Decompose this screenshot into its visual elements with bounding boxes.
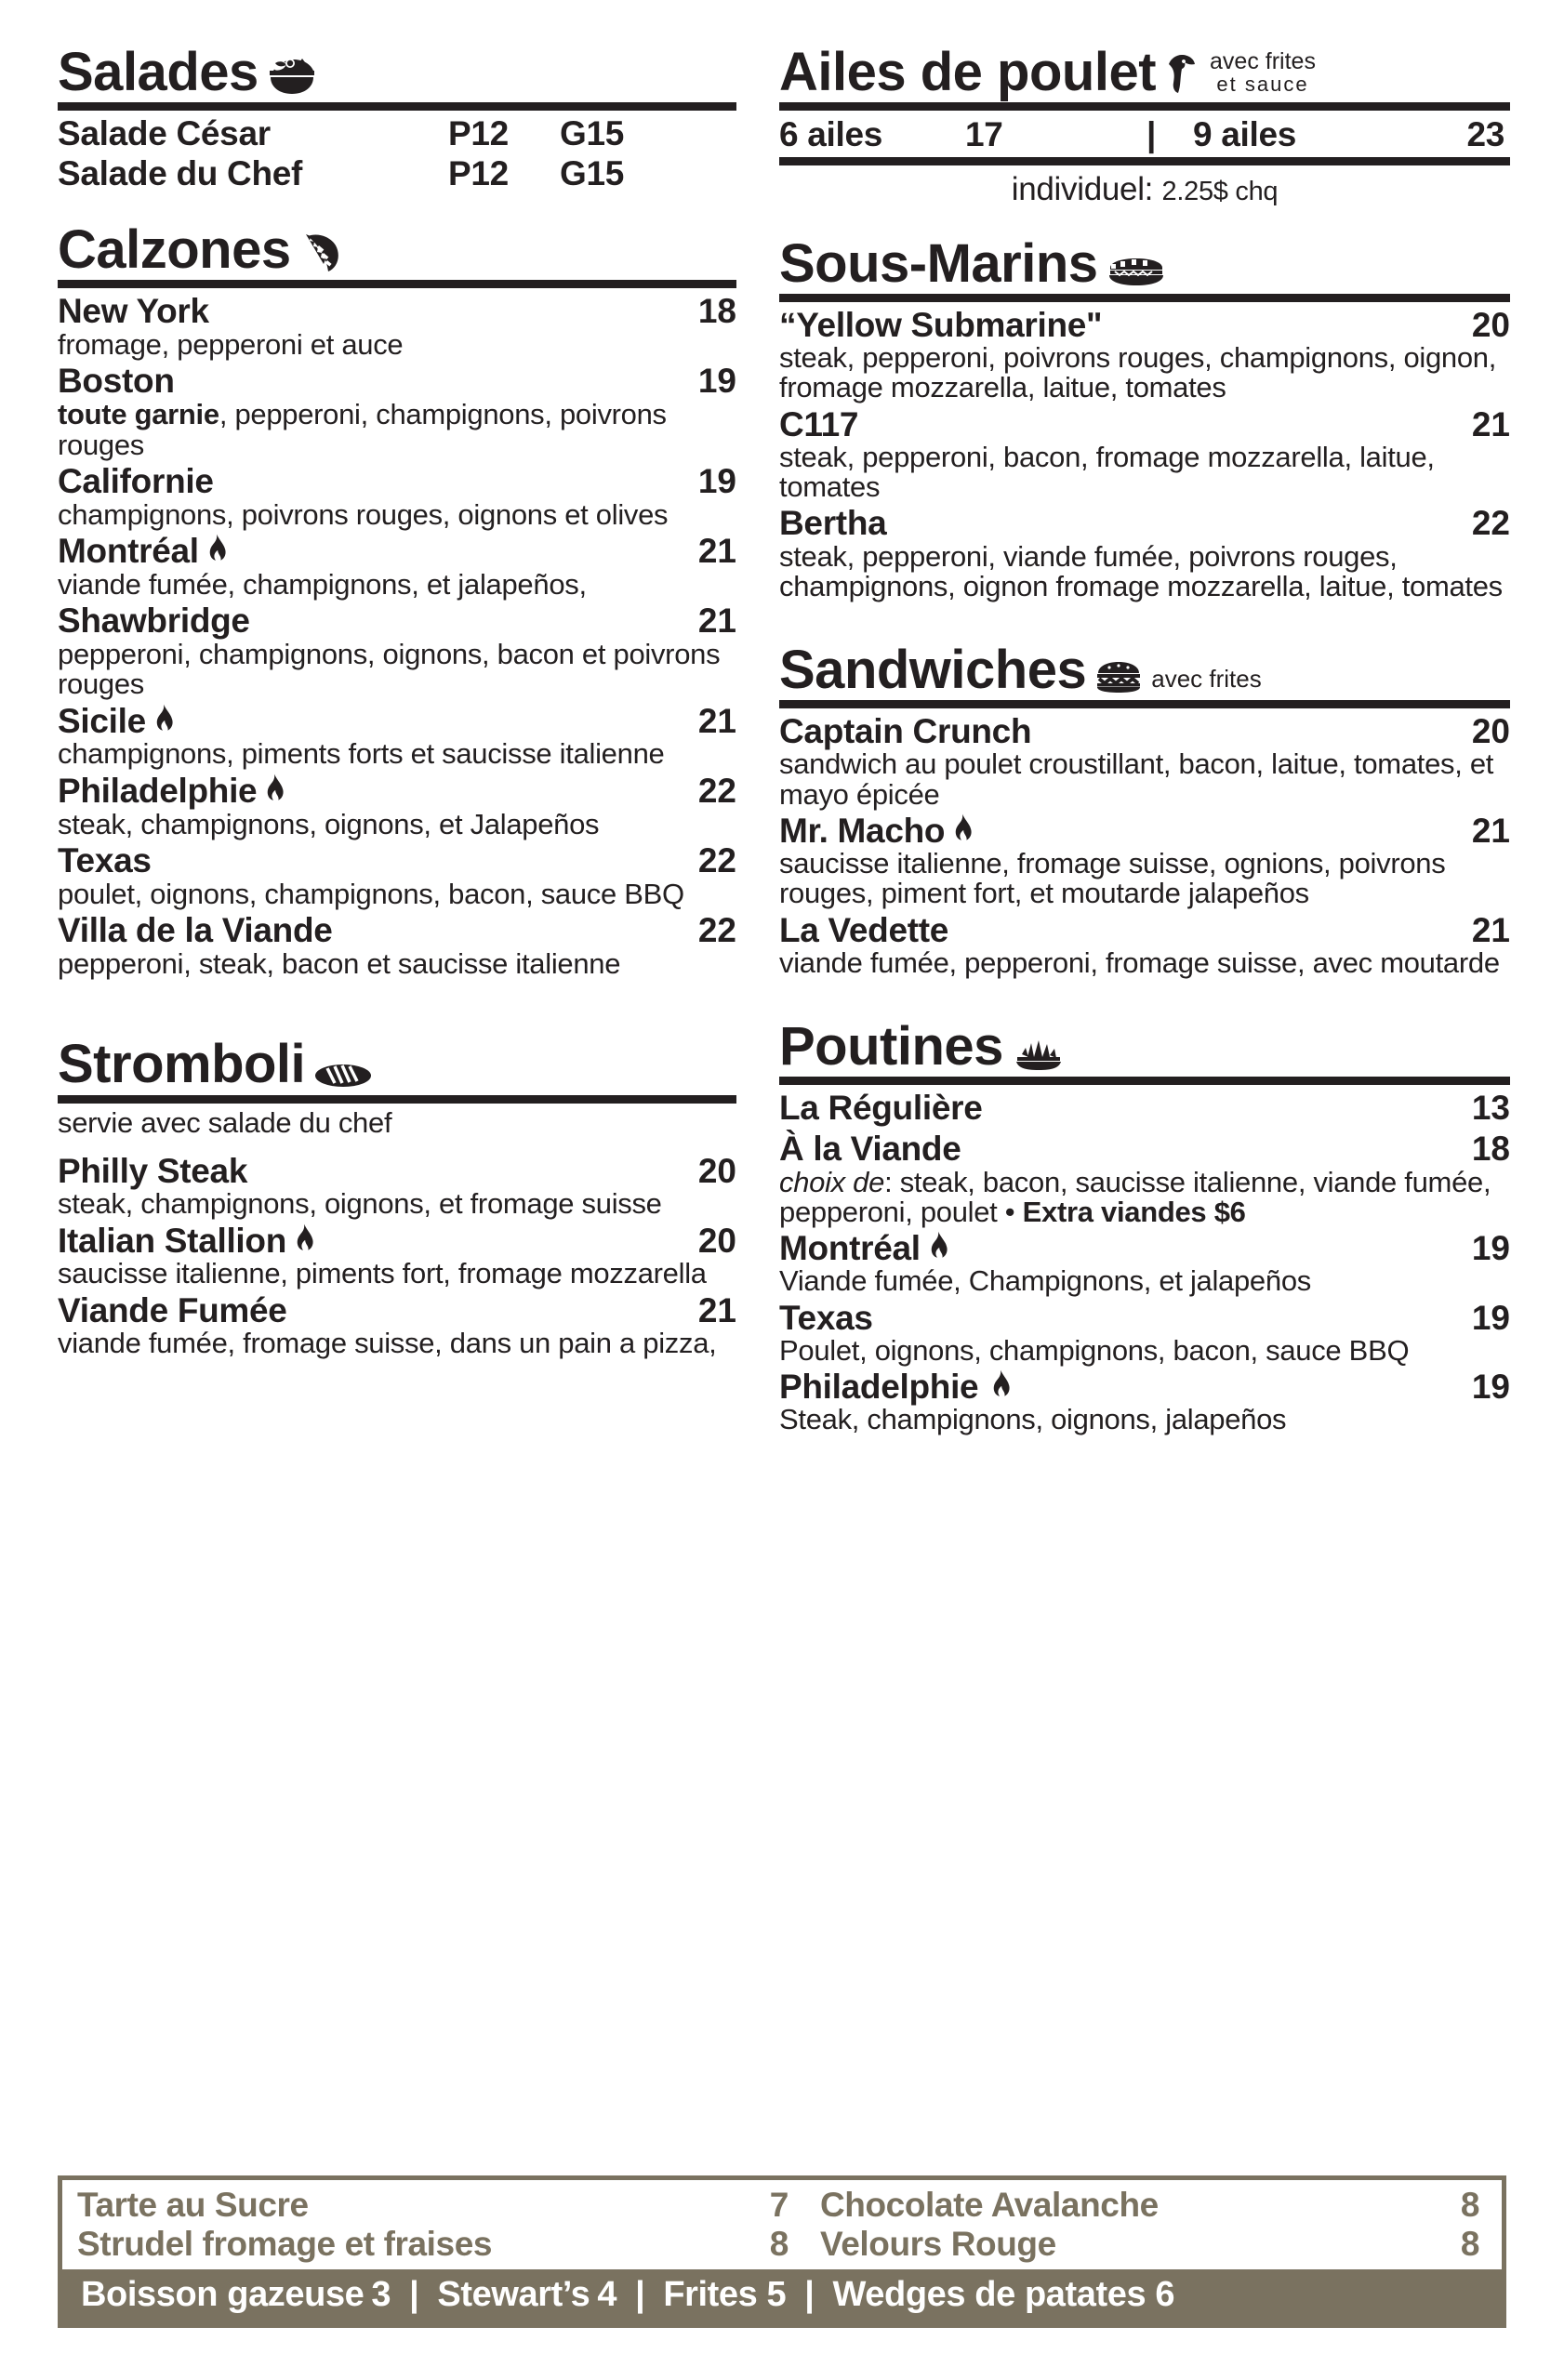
item-price: 18 bbox=[1471, 1130, 1510, 1169]
item-price: 13 bbox=[1471, 1089, 1510, 1128]
item-price: 21 bbox=[1471, 404, 1510, 443]
item-name bbox=[58, 532, 228, 571]
sandwiches-note: avec frites bbox=[1151, 665, 1262, 694]
item-name: La Vedette bbox=[779, 910, 949, 949]
item-description bbox=[779, 1165, 1510, 1228]
poutines-title: Poutines bbox=[779, 1015, 1003, 1077]
item-name-text: Montréal bbox=[58, 532, 199, 571]
salad-price-grande: G15 bbox=[560, 154, 625, 193]
section-calzones bbox=[58, 219, 736, 980]
item-description: saucisse italienne, piments fort, fromage mozzarella bbox=[58, 1257, 707, 1290]
item-name bbox=[779, 1368, 1012, 1407]
item-description: steak, pepperoni, viande fumée, poivrons rouges, champignons, oignon fromage mozzarella, laitue, tomates bbox=[779, 539, 1503, 602]
item-name bbox=[58, 1222, 315, 1261]
item-price: 21 bbox=[1471, 811, 1510, 850]
drink-item-label: Wedges de patates 6 bbox=[832, 2275, 1175, 2314]
dessert-name: Chocolate Avalanche bbox=[819, 2185, 1159, 2224]
ailes-note bbox=[1210, 49, 1316, 100]
drink-item-label: Stewart’s bbox=[437, 2275, 590, 2314]
item-price: 20 bbox=[697, 1221, 736, 1260]
salades-title: Salades bbox=[58, 42, 258, 102]
item-description: viande fumée, champignons, et jalapeños, bbox=[58, 567, 587, 601]
item-description: poulet, oignons, champignons, bacon, sauce BBQ bbox=[58, 877, 684, 910]
item-description: sandwich au poulet croustillant, bacon, laitue, tomates, et mayo épicée bbox=[779, 747, 1494, 811]
wings-nine-label: 9 ailes bbox=[1193, 115, 1297, 154]
menu-item bbox=[779, 911, 1510, 978]
salad-row bbox=[58, 114, 736, 154]
sandwiches-list bbox=[779, 712, 1510, 978]
item-name: Californie bbox=[58, 462, 214, 501]
wings-nine-price: 23 bbox=[1466, 115, 1504, 154]
desserts-right-column bbox=[811, 2186, 1502, 2264]
menu-item bbox=[779, 504, 1510, 602]
item-name: À la Viande bbox=[779, 1130, 961, 1169]
wings-individual-note bbox=[779, 165, 1510, 208]
item-description: champignons, piments forts et saucisse italienne bbox=[58, 737, 665, 771]
item-price: 20 bbox=[697, 1151, 736, 1190]
item-price: 21 bbox=[697, 702, 736, 741]
item-description-rest: , pepperoni, champignons, poivrons rouges bbox=[58, 397, 667, 461]
salad-bowl-icon bbox=[268, 53, 316, 100]
sandwiches-title: Sandwiches bbox=[779, 639, 1087, 700]
item-description-rest: : steak, bacon, saucisse italienne, viande fumée, pepperoni, poulet • bbox=[779, 1165, 1491, 1228]
left-column bbox=[58, 42, 736, 1368]
drinks-separator: | bbox=[804, 2275, 815, 2314]
item-price: 21 bbox=[697, 602, 736, 641]
item-price: 19 bbox=[1471, 1229, 1510, 1268]
item-price: 22 bbox=[697, 772, 736, 811]
item-name: La Régulière bbox=[779, 1089, 983, 1128]
menu-item bbox=[779, 1229, 1510, 1296]
item-price: 21 bbox=[697, 1290, 736, 1329]
desserts-row bbox=[62, 2180, 1502, 2269]
spicy-flame-icon bbox=[151, 704, 175, 739]
item-price: 20 bbox=[1471, 712, 1510, 751]
item-price: 20 bbox=[1471, 306, 1510, 345]
item-description: Poulet, oignons, champignons, bacon, sauce BBQ bbox=[779, 1333, 1410, 1367]
section-salades bbox=[58, 42, 736, 194]
section-stromboli bbox=[58, 1034, 736, 1360]
salad-name: Salade César bbox=[58, 114, 271, 153]
salad-price-grande: G15 bbox=[560, 114, 625, 153]
item-name bbox=[58, 772, 285, 811]
item-name bbox=[58, 702, 175, 741]
salades-heading bbox=[58, 42, 736, 111]
menu-item bbox=[58, 841, 736, 909]
item-name-text: Sicile bbox=[58, 702, 146, 741]
dessert-price: 8 bbox=[1460, 2185, 1479, 2224]
item-name-text: Mr. Macho bbox=[779, 811, 946, 850]
stromboli-title: Stromboli bbox=[58, 1034, 306, 1095]
salad-price-petite: P12 bbox=[448, 114, 509, 153]
dessert-price: 8 bbox=[769, 2224, 789, 2263]
drinks-separator: | bbox=[635, 2275, 645, 2314]
section-ailes-de-poulet bbox=[779, 42, 1510, 208]
wings-separator: | bbox=[1146, 115, 1157, 154]
wings-six-label: 6 ailes bbox=[779, 115, 883, 154]
calzones-list bbox=[58, 292, 736, 979]
spicy-flame-icon bbox=[987, 1369, 1012, 1405]
item-description: saucisse italienne, fromage suisse, ognions, poivrons rouges, piment fort, et moutarde jalapeños bbox=[779, 847, 1446, 910]
spicy-flame-icon bbox=[291, 1223, 315, 1259]
sandwiches-heading bbox=[779, 639, 1510, 708]
sousmarins-list bbox=[779, 306, 1510, 602]
item-description: champignons, poivrons rouges, oignons et olives bbox=[58, 497, 669, 531]
calzones-heading bbox=[58, 219, 736, 288]
menu-item bbox=[779, 1130, 1510, 1227]
poutines-heading bbox=[779, 1015, 1510, 1085]
menu-item bbox=[58, 772, 736, 840]
item-name bbox=[779, 1229, 949, 1268]
dessert-name: Velours Rouge bbox=[819, 2224, 1056, 2263]
salad-price-petite: P12 bbox=[448, 154, 509, 193]
menu-item bbox=[58, 602, 736, 700]
salad-name: Salade du Chef bbox=[58, 154, 303, 193]
calzones-title: Calzones bbox=[58, 219, 291, 281]
item-name-text: Italian Stallion bbox=[58, 1221, 287, 1260]
item-price: 19 bbox=[697, 362, 736, 401]
item-name: Bertha bbox=[779, 504, 887, 543]
item-description: Viande fumée, Champignons, et jalapeños bbox=[779, 1264, 1311, 1298]
item-price: 19 bbox=[1471, 1367, 1510, 1406]
item-description: pepperoni, steak, bacon et saucisse italienne bbox=[58, 946, 621, 980]
ailes-note-line2: et sauce bbox=[1216, 73, 1309, 97]
dessert-name: Tarte au Sucre bbox=[77, 2185, 309, 2224]
item-name: Texas bbox=[779, 1298, 873, 1337]
item-price: 22 bbox=[697, 911, 736, 950]
dessert-item bbox=[820, 2225, 1502, 2264]
section-poutines bbox=[779, 1015, 1510, 1436]
stromboli-heading bbox=[58, 1034, 736, 1103]
item-price: 19 bbox=[697, 462, 736, 501]
item-description: steak, pepperoni, bacon, fromage mozzarella, laitue, tomates bbox=[779, 440, 1435, 504]
menu-item bbox=[58, 1222, 736, 1289]
menu-item bbox=[779, 306, 1510, 403]
chicken-wing-icon bbox=[1165, 53, 1200, 100]
item-description: Steak, champignons, oignons, jalapeños bbox=[779, 1403, 1287, 1436]
item-name: C117 bbox=[779, 404, 859, 443]
dessert-item bbox=[77, 2225, 811, 2264]
dessert-price: 8 bbox=[1460, 2224, 1479, 2263]
ailes-note-line1: avec frites bbox=[1210, 47, 1316, 74]
item-name: Philly Steak bbox=[58, 1151, 248, 1190]
menu-item bbox=[779, 1089, 1510, 1128]
menu-item bbox=[779, 712, 1510, 810]
drink-item-label: Frites 5 bbox=[663, 2275, 787, 2314]
item-name bbox=[779, 812, 974, 851]
dessert-item bbox=[77, 2186, 811, 2225]
menu-item bbox=[779, 1368, 1510, 1435]
desserts-left-column bbox=[62, 2186, 811, 2264]
sousmarins-heading bbox=[779, 232, 1510, 302]
item-description: steak, champignons, oignons, et Jalapeños bbox=[58, 807, 600, 840]
spicy-flame-icon bbox=[949, 813, 974, 849]
poutine-bowl-icon bbox=[1013, 1038, 1065, 1075]
ailes-title: Ailes de poulet bbox=[779, 42, 1157, 102]
item-name: Texas bbox=[58, 841, 152, 880]
menu-item bbox=[779, 1299, 1510, 1366]
submarine-sandwich-icon bbox=[1107, 256, 1165, 292]
bread-loaf-icon bbox=[314, 1059, 372, 1093]
item-description: viande fumée, fromage suisse, dans un pain a pizza, bbox=[58, 1327, 717, 1360]
spicy-flame-icon bbox=[261, 774, 285, 809]
item-price: 21 bbox=[697, 532, 736, 571]
menu-item bbox=[58, 911, 736, 979]
item-name-text: Montréal bbox=[779, 1229, 921, 1268]
item-price: 22 bbox=[697, 841, 736, 880]
section-sous-marins bbox=[779, 232, 1510, 602]
calzone-icon bbox=[300, 231, 343, 278]
item-description-bold: Extra viandes $6 bbox=[1022, 1195, 1246, 1228]
menu-item bbox=[58, 532, 736, 600]
item-name: New York bbox=[58, 292, 209, 331]
item-description-bold: toute garnie bbox=[58, 397, 219, 430]
spicy-flame-icon bbox=[204, 534, 228, 569]
dessert-name: Strudel fromage et fraises bbox=[77, 2224, 493, 2263]
footer-bar bbox=[58, 2175, 1506, 2328]
item-description: steak, champignons, oignons, et fromage suisse bbox=[58, 1187, 662, 1221]
item-description: fromage, pepperoni et auce bbox=[58, 327, 404, 361]
item-description: viande fumée, pepperoni, fromage suisse, avec moutarde bbox=[779, 945, 1500, 979]
menu-item bbox=[58, 702, 736, 770]
item-price: 19 bbox=[1471, 1298, 1510, 1337]
item-name: Viande Fumée bbox=[58, 1290, 287, 1329]
drink-item-label: Boisson gazeuse bbox=[81, 2275, 364, 2314]
right-column bbox=[779, 42, 1510, 1444]
wings-individual-price: 2.25$ chq bbox=[1161, 176, 1279, 206]
spicy-flame-icon bbox=[925, 1231, 949, 1266]
menu-item bbox=[779, 405, 1510, 503]
drinks-row bbox=[62, 2269, 1502, 2323]
section-sandwiches bbox=[779, 639, 1510, 979]
sousmarins-title: Sous-Marins bbox=[779, 232, 1098, 294]
wings-six-price: 17 bbox=[965, 115, 1003, 154]
burger-icon bbox=[1095, 660, 1142, 698]
drink-item-price: 4 bbox=[597, 2275, 617, 2314]
menu-item bbox=[58, 1152, 736, 1220]
item-price: 18 bbox=[697, 292, 736, 331]
stromboli-subnote: servie avec salade du chef bbox=[58, 1105, 392, 1139]
wings-individual-label: individuel: bbox=[1011, 170, 1154, 207]
poutines-list bbox=[779, 1089, 1510, 1435]
wings-price-row bbox=[779, 114, 1510, 165]
salad-row bbox=[58, 154, 736, 194]
drink-item-price: 3 bbox=[371, 2275, 391, 2314]
menu-item bbox=[58, 292, 736, 360]
item-price: 21 bbox=[1471, 910, 1510, 949]
item-name: “Yellow Submarine" bbox=[779, 306, 1103, 345]
item-name: Villa de la Viande bbox=[58, 911, 333, 950]
stromboli-list bbox=[58, 1152, 736, 1359]
ailes-heading bbox=[779, 42, 1510, 111]
item-name-text: Philadelphie bbox=[58, 772, 258, 811]
item-name: Shawbridge bbox=[58, 602, 250, 641]
item-name: Boston bbox=[58, 362, 175, 401]
item-description: steak, pepperoni, poivrons rouges, champignons, oignon, fromage mozzarella, laitue, tomates bbox=[779, 341, 1497, 404]
item-name-text: Philadelphie bbox=[779, 1367, 979, 1406]
menu-item bbox=[58, 362, 736, 460]
dessert-item bbox=[820, 2186, 1502, 2225]
menu-item bbox=[779, 812, 1510, 909]
menu-item bbox=[58, 1291, 736, 1359]
item-description-italic: choix de bbox=[779, 1165, 885, 1198]
menu-item bbox=[58, 462, 736, 530]
drinks-separator: | bbox=[409, 2275, 419, 2314]
item-price: 22 bbox=[1471, 504, 1510, 543]
item-description bbox=[58, 397, 736, 461]
dessert-price: 7 bbox=[769, 2185, 789, 2224]
item-name: Captain Crunch bbox=[779, 712, 1032, 751]
item-description: pepperoni, champignons, oignons, bacon et poivrons rouges bbox=[58, 637, 721, 701]
salades-list bbox=[58, 114, 736, 194]
